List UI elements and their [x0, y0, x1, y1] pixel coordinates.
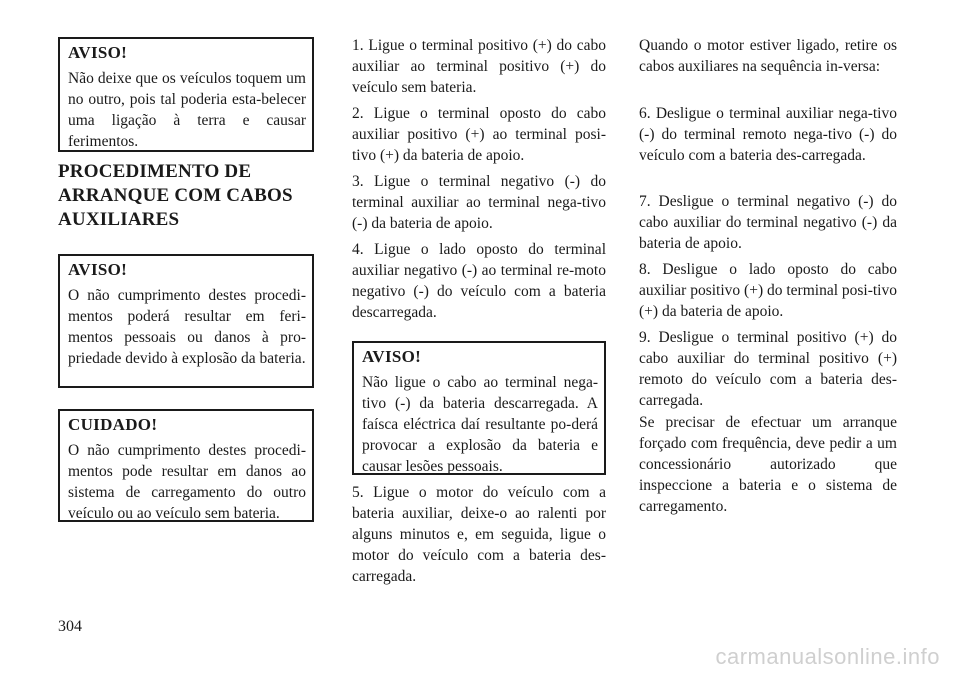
section-heading: PROCEDIMENTO DE ARRANQUE COM CABOS AUXILIARES	[58, 161, 293, 230]
caution-title: CUIDADO!	[68, 415, 158, 434]
caution-box-charging-system	[58, 409, 314, 522]
warning-title: AVISO!	[68, 43, 128, 62]
step-1: 1. Ligue o terminal positivo (+) do cabo auxiliar ao terminal positivo (+) do veículo sem bateria.	[352, 37, 606, 96]
warning-box-spark	[352, 341, 606, 475]
step-2: 2. Ligue o terminal oposto do cabo auxiliar positivo (+) ao terminal posi-tivo (+) da bateria de apoio.	[352, 105, 606, 164]
warning-body: Não ligue o cabo ao terminal nega-tivo (-) da bateria descarregada. A faísca eléctrica daí resultante po-derá provocar a explosão da bateria e causar lesões pessoais.	[362, 374, 598, 475]
step-3: 3. Ligue o terminal negativo (-) do terminal auxiliar ao terminal nega-tivo (-) da bateria de apoio.	[352, 173, 606, 232]
warning-box-vehicles-touching	[58, 37, 314, 152]
step-7: 7. Desligue o terminal negativo (-) do cabo auxiliar do terminal negativo (-) da bateria de apoio.	[639, 193, 897, 252]
step-9: 9. Desligue o terminal positivo (+) do cabo auxiliar do terminal positivo (+) remoto do veículo com a bateria des-carregada.	[639, 329, 897, 409]
step-5: 5. Ligue o motor do veículo com a bateria auxiliar, deixe-o ao ralenti por alguns minutos e, em seguida, ligue o motor do veículo com a bateria des-carregada.	[352, 484, 606, 585]
warning-box-explosion	[58, 254, 314, 388]
warning-title: AVISO!	[362, 347, 422, 366]
reverse-sequence-intro: Quando o motor estiver ligado, retire os cabos auxiliares na sequência in-versa:	[639, 37, 897, 75]
warning-body: Não deixe que os veículos toquem um no outro, pois tal poderia esta-belecer uma ligação à terra e causar ferimentos.	[68, 70, 306, 150]
watermark: carmanualsonline.info	[715, 644, 940, 669]
closing-note: Se precisar de efectuar um arranque forçado com frequência, deve pedir a um concessionário autorizado que inspeccione a bateria e o sistema de carregamento.	[639, 414, 897, 515]
page-number: 304	[58, 618, 82, 635]
step-4: 4. Ligue o lado oposto do terminal auxiliar negativo (-) ao terminal re-moto negativo (-) do veículo com a bateria descarregada.	[352, 241, 606, 321]
warning-title: AVISO!	[68, 260, 128, 279]
step-8: 8. Desligue o lado oposto do cabo auxiliar positivo (+) do terminal posi-tivo (+) da bateria de apoio.	[639, 261, 897, 320]
caution-body: O não cumprimento destes procedi-mentos pode resultar em danos ao sistema de carregamento do outro veículo ou ao veículo sem bateria.	[68, 442, 306, 522]
step-6: 6. Desligue o terminal auxiliar nega-tivo (-) do terminal remoto nega-tivo (-) do veículo com a bateria des-carregada.	[639, 105, 897, 164]
warning-body: O não cumprimento destes procedi-mentos poderá resultar em feri-mentos pessoais ou danos à pro-priedade devido à explosão da bateria.	[68, 287, 306, 367]
